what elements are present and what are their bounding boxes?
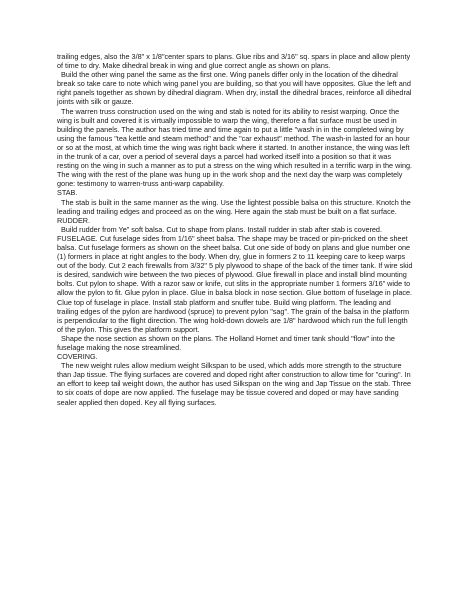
paragraph-rudder: Build rudder from Ye" soft balsa. Cut to shape from plans. Install rudder in stab after stab is covered. — [57, 224, 382, 234]
paragraph-fuselage: FUSELAGE. Cut fuselage sides from 1/16" sheet balsa. The shape may be traced or pin-pricked on the sheet balsa. Cut fuselage formers as shown on the sheet balsa. Cut one side of body on plans and glue number one (1) formers in place at right angles to the body. When dry, glue in formers 2 to 11 keeping care to keep warps out of the body. Cut 2 each firewalls from 3/32" 5 ply plywood to shape of the back of the timer tank. If wire skid is desired, sandwich wire between the two pieces of plywood. Glue firewall in place and install blind mounting bolts. Cut pylon to shape. With a razor saw or knife, cut slits in the appropriate number 1 formers 3/16" wide to allow the pylon to fit. Glue pylon in place. Glue in balsa block in nose section. Glue bottom of fuselage in place. Clue top of fuselage in place. Install stab platform and snuffer tube. Build wing platform. The leading and trailing edges of the pylon are hardwood (spruce) to prevent pylon "sag". The grain of the balsa in the platform is perpendicular to the flight direction. The wing hold-down dowels are 1/8" hardwood which run the full length of the pylon. This gives the platform support. — [57, 233, 413, 334]
heading-covering: COVERING. — [57, 352, 98, 362]
paragraph-stab: The stab is built in the same manner as the wing. Use the lightest possible balsa on this structure. Knotch the leading and trailing edges and proceed as on the wing. Here again the stab must be built on a flat surface. — [57, 197, 411, 216]
paragraph-wing-spars: trailing edges, also the 3/8" x 1/8"center spars to plans. Glue ribs and 3/16" sq. spars in place and allow plenty of time to dry. Make dihedral break in wing and glue correct angle as shown on plans. — [57, 52, 411, 71]
paragraph-warren-truss: The warren truss construction used on the wing and stab is noted for its ability to resist warping. Once the wing is built and covered it is virtually impossible to warp the wing, therefore a flat surface must be used in building the panels. The author has tried time and time again to put a little "wash in in the completed wing by using the famous "tea kettle and steam method" and the "car exhaust" method. The wash-in lasted for an hour or so at the most, at which time the wing was right back where it started. In another instance, the wing was left in the trunk of a car, over a period of several days a parcel had worked itself into a position so that it was resting on the wing in such a manner as to put a stress on the wing which resulted in a terrific warp in the wing. The wing with the rest of the plane was hung up in the work shop and the next day the warp was completely gone: testimony to warren-truss anti-warp capability. — [57, 106, 413, 189]
heading-rudder: RUDDER. — [57, 215, 91, 225]
paragraph-covering: The new weight rules allow medium weight Silkspan to be used, which adds more strength to the structure than Jap tissue. The flying surfaces are covered and doped right after construction to allow time for "curing". In an effort to keep tail weight down, the author has used Silkspan on the wing and Jap Tissue on the stab. Three to six coats of dope are now applied. The fuselage may be tissue covered and doped or may have sanding sealer applied then doped. Key all flying surfaces. — [57, 361, 412, 407]
heading-stab: STAB. — [57, 188, 78, 198]
document-page — [57, 52, 413, 407]
paragraph-second-wing-panel: Build the other wing panel the same as the first one. Wing panels differ only in the location of the dihedral break so take care to note which wing panel you are building, so that you will have opposites. Glue the left and right panels together as shown by dihedral diagram. When dry, install the dihedral braces, reinforce all dihedral joints with silk or gauze. — [57, 70, 412, 107]
paragraph-nose-section: Shape the nose section as shown on the plans. The Holland Hornet and timer tank should "flow" into the fuselage making the nose streamlined. — [57, 333, 395, 352]
